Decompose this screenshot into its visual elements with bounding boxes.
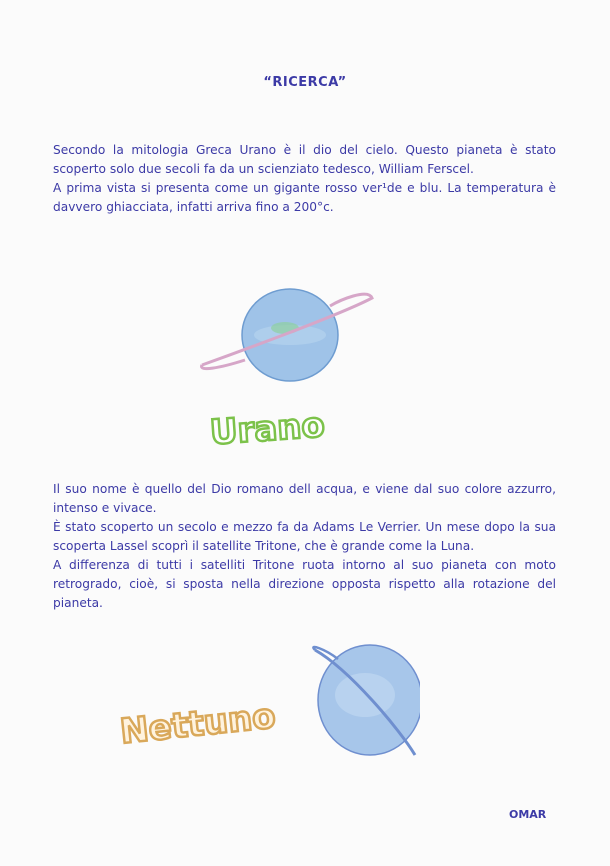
neptune-label: Nettuno bbox=[118, 696, 278, 753]
paragraph-line: A differenza di tutti i satelliti Tritone ruota intorno al suo pianeta con moto retrogrado, cioè, si sposta nella direzione opposta rispetto alla rotazione del pianeta. bbox=[53, 558, 556, 610]
paragraph-uranus bbox=[53, 141, 556, 217]
neptune-drawing bbox=[110, 635, 420, 765]
paragraph-line: Il suo nome è quello del Dio romano dell acqua, e viene dal suo colore azzurro, intenso e vivace. bbox=[53, 482, 556, 515]
paragraph-neptune bbox=[53, 480, 556, 613]
uranus-label: Urano bbox=[208, 405, 327, 454]
paragraph-line: Secondo la mitologia Greca Urano è il dio del cielo. Questo pianeta è stato scoperto solo due secoli fa da un scienziato tedesco, William Ferscel. bbox=[53, 143, 556, 176]
page-title: “RICERCA” bbox=[263, 75, 347, 90]
uranus-drawing bbox=[190, 280, 380, 455]
paragraph-line: A prima vista si presenta come un gigante rosso ver¹de e blu. La temperatura è davvero ghiacciata, infatti arriva fino a 200°c. bbox=[53, 181, 556, 214]
signature: OMAR bbox=[509, 808, 547, 821]
paragraph-line: È stato scoperto un secolo e mezzo fa da Adams Le Verrier. Un mese dopo la sua scoperta Lassel scoprì il satellite Tritone, che è grande come la Luna. bbox=[53, 520, 556, 553]
